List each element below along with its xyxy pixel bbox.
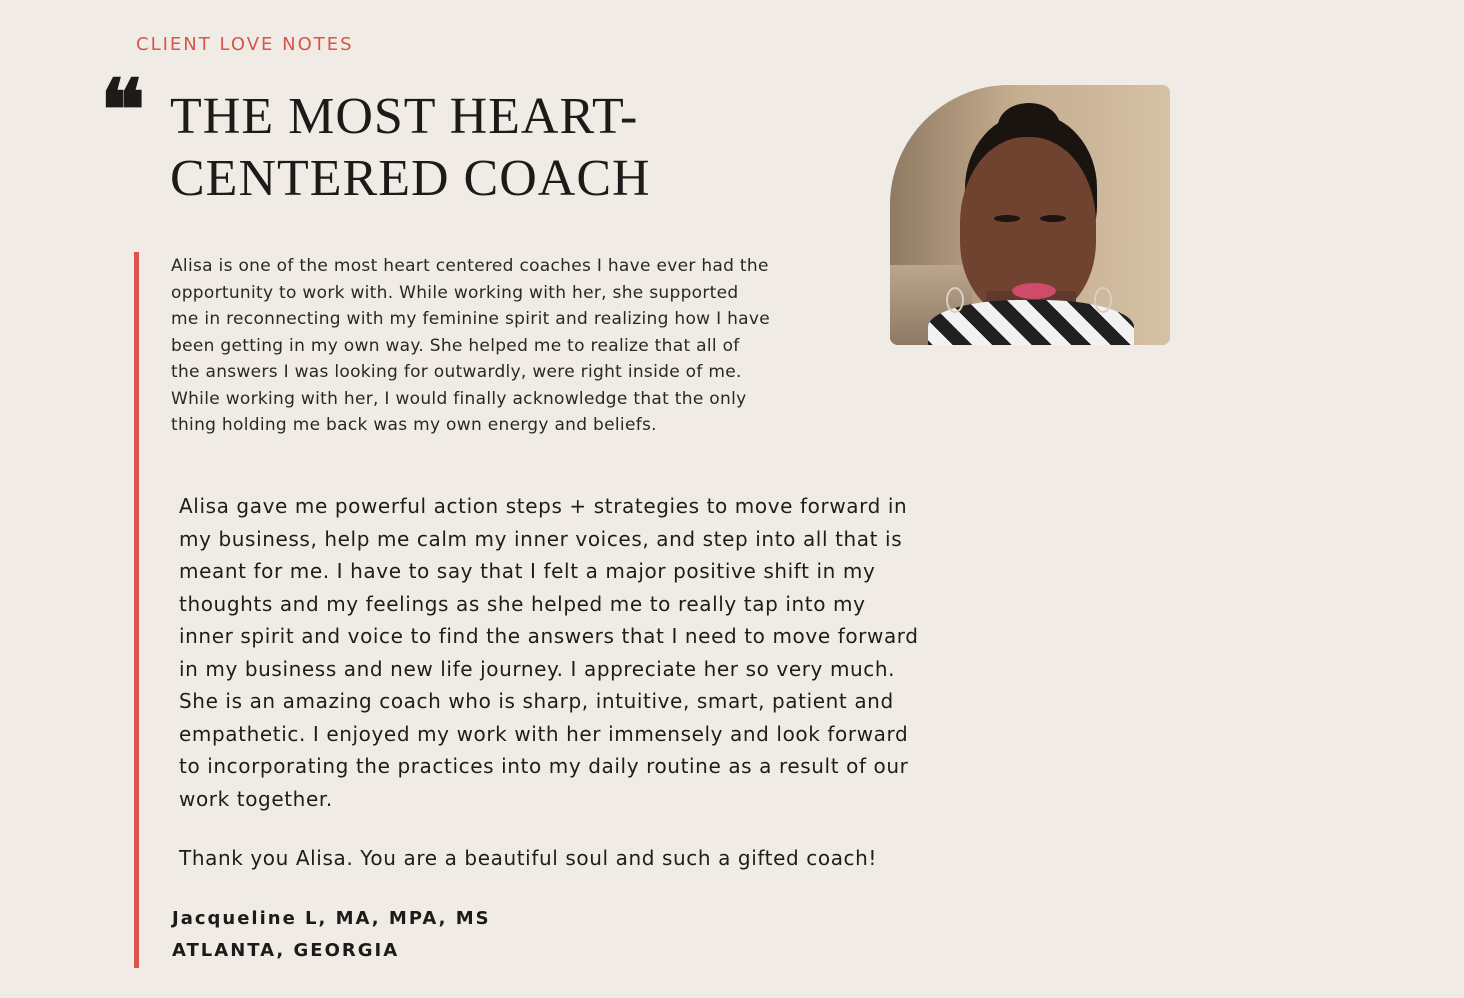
section-eyebrow: CLIENT LOVE NOTES xyxy=(136,34,354,55)
testimonial-intro: Alisa is one of the most heart centered coaches I have ever had the opportunity to work with. While working with her, she supported me in reconnecting with my feminine spirit and realizing how I have been getting in my own way. She helped me to realize that all of the answers I was looking for outwardly, were right inside of me. While working with her, I would finally acknowledge that the only thing holding me back was my own energy and beliefs. xyxy=(171,256,771,435)
photo-lips xyxy=(1012,283,1056,299)
headline-line: CENTERED COACH xyxy=(170,150,651,207)
photo-eye-right xyxy=(1040,215,1066,222)
photo-earring-right xyxy=(1094,287,1112,313)
client-photo xyxy=(890,85,1170,345)
photo-eye-left xyxy=(994,215,1020,222)
testimonial-main: Alisa gave me powerful action steps + strategies to move forward in my business, help me calm my inner voices, and step into all that is meant for me. I have to say that I felt a major positive shift in my thoughts and my feelings as she helped me to really tap into my inner spirit and voice to find the answers that I need to move forward in my business and new life journey. I appreciate her so very much. She is an amazing coach who is sharp, intuitive, smart, patient and empathetic. I enjoyed my work with her immensely and look forward to incorporating the practices into my daily routine as a result of our work together. xyxy=(179,494,919,811)
quote-mark-icon: ❝ xyxy=(100,60,146,159)
headline-line: THE MOST HEART- xyxy=(170,88,639,145)
testimonial-thanks: Thank you Alisa. You are a beautiful soul and such a gifted coach! xyxy=(179,846,878,870)
author-location: ATLANTA, GEORGIA xyxy=(172,940,400,961)
accent-rule xyxy=(134,252,139,968)
testimonial-author xyxy=(172,903,491,967)
testimonial-headline xyxy=(170,86,730,210)
author-name: Jacqueline L, MA, MPA, MS xyxy=(172,908,491,929)
photo-earring-left xyxy=(946,287,964,313)
